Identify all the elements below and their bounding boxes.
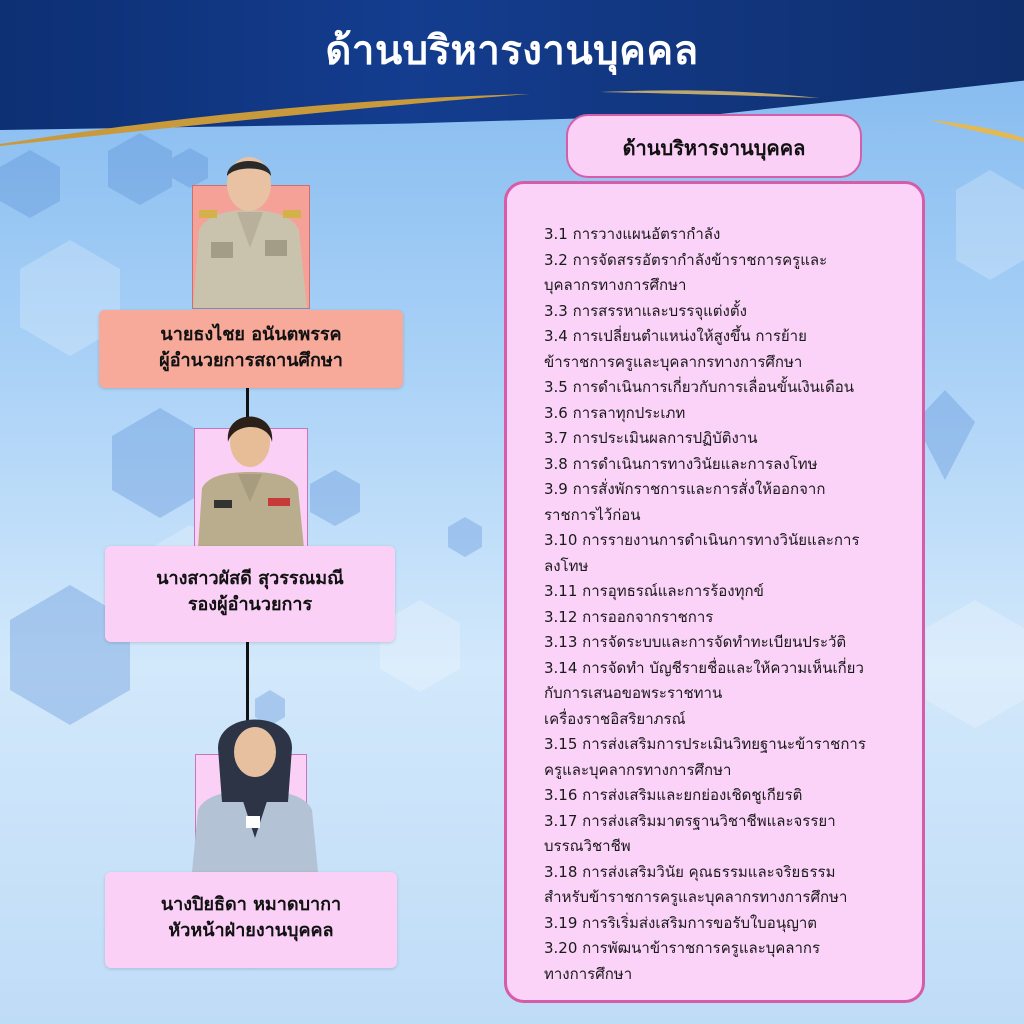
duty-item: ข้าราชการครูและบุคลากรทางการศึกษา: [544, 352, 803, 371]
duty-item: บรรณวิชาชีพ: [544, 837, 631, 855]
person-position: ผู้อำนวยการสถานศึกษา: [159, 350, 343, 371]
duty-item: 3.6 การลาทุกประเภท: [544, 403, 686, 422]
duty-item: 3.10 การรายงานการดำเนินการทางวินัยและการ: [544, 531, 860, 549]
person-card-director: [99, 310, 403, 388]
duty-item: กับการเสนอขอพระราชทาน: [544, 684, 723, 702]
person-name: นางสาวผัสดี สุวรรณมณี: [156, 568, 344, 589]
duty-item: 3.9 การสั่งพักราชการและการสั่งให้ออกจาก: [544, 480, 826, 498]
duty-item: 3.17 การส่งเสริมมาตรฐานวิชาชีพและจรรยา: [544, 811, 836, 830]
duty-item: 3.3 การสรรหาและบรรจุแต่งตั้ง: [544, 301, 747, 320]
person-position: รองผู้อำนวยการ: [187, 594, 313, 615]
duty-item: 3.4 การเปลี่ยนตำแหน่งให้สูงขึ้น การย้าย: [544, 327, 807, 345]
duty-item: 3.1 การวางแผนอัตรากำลัง: [544, 225, 721, 243]
person-name: นายธงไชย อนันตพรรค: [160, 324, 342, 345]
duty-item: เครื่องราชอิสริยาภรณ์: [544, 709, 686, 728]
duties-title: ด้านบริหารงานบุคคล: [566, 114, 862, 178]
person-photo-3: [188, 706, 322, 872]
duty-item: ลงโทษ: [544, 556, 589, 575]
person-card-deputy: [105, 546, 395, 642]
duty-item: 3.12 การออกจากราชการ: [544, 607, 714, 626]
duty-item: 3.13 การจัดระบบและการจัดทำทะเบียนประวัติ: [544, 633, 847, 651]
person-photo-1: [185, 148, 315, 308]
duties-list: [544, 222, 904, 987]
duty-item: บุคลากรทางการศึกษา: [544, 276, 687, 294]
duty-item: 3.16 การส่งเสริมและยกย่องเชิดชูเกียรติ: [544, 786, 803, 804]
duty-item: 3.14 การจัดทำ บัญชีรายชื่อและให้ความเห็นเกี่ยว: [544, 658, 864, 677]
person-position: หัวหน้าฝ่ายงานบุคคล: [168, 920, 334, 941]
duty-item: 3.11 การอุทธรณ์และการร้องทุกข์: [544, 582, 764, 600]
duty-item: 3.18 การส่งเสริมวินัย คุณธรรมและจริยธรรม: [544, 862, 836, 881]
person-name: นางปิยธิดา หมาดบากา: [160, 894, 342, 915]
page-title: ด้านบริหารงานบุคคล: [325, 28, 699, 74]
duty-item: ทางการศึกษา: [544, 964, 633, 983]
person-card-head-personnel: [105, 872, 397, 968]
duty-item: ครูและบุคลากรทางการศึกษา: [544, 760, 732, 779]
gold-swoosh-decoration: [0, 86, 1024, 146]
person-photo-2: [190, 402, 310, 548]
duty-item: 3.8 การดำเนินการทางวินัยและการลงโทษ: [544, 454, 818, 473]
duty-item: 3.19 การริเริ่มส่งเสริมการขอรับใบอนุญาต: [544, 913, 818, 932]
duty-item: สำหรับข้าราชการครูและบุคลากรทางการศึกษา: [544, 888, 848, 906]
duty-item: ราชการไว้ก่อน: [544, 505, 641, 524]
duty-item: 3.5 การดำเนินการเกี่ยวกับการเลื่อนขั้นเงินเดือน: [544, 378, 855, 396]
duty-item: 3.2 การจัดสรรอัตรากำลังข้าราชการครูและ: [544, 250, 828, 269]
duty-item: 3.15 การส่งเสริมการประเมินวิทยฐานะข้าราชการ: [544, 735, 866, 753]
duty-item: 3.20 การพัฒนาข้าราชการครูและบุคลากร: [544, 939, 821, 957]
duty-item: 3.7 การประเมินผลการปฏิบัติงาน: [544, 429, 758, 447]
